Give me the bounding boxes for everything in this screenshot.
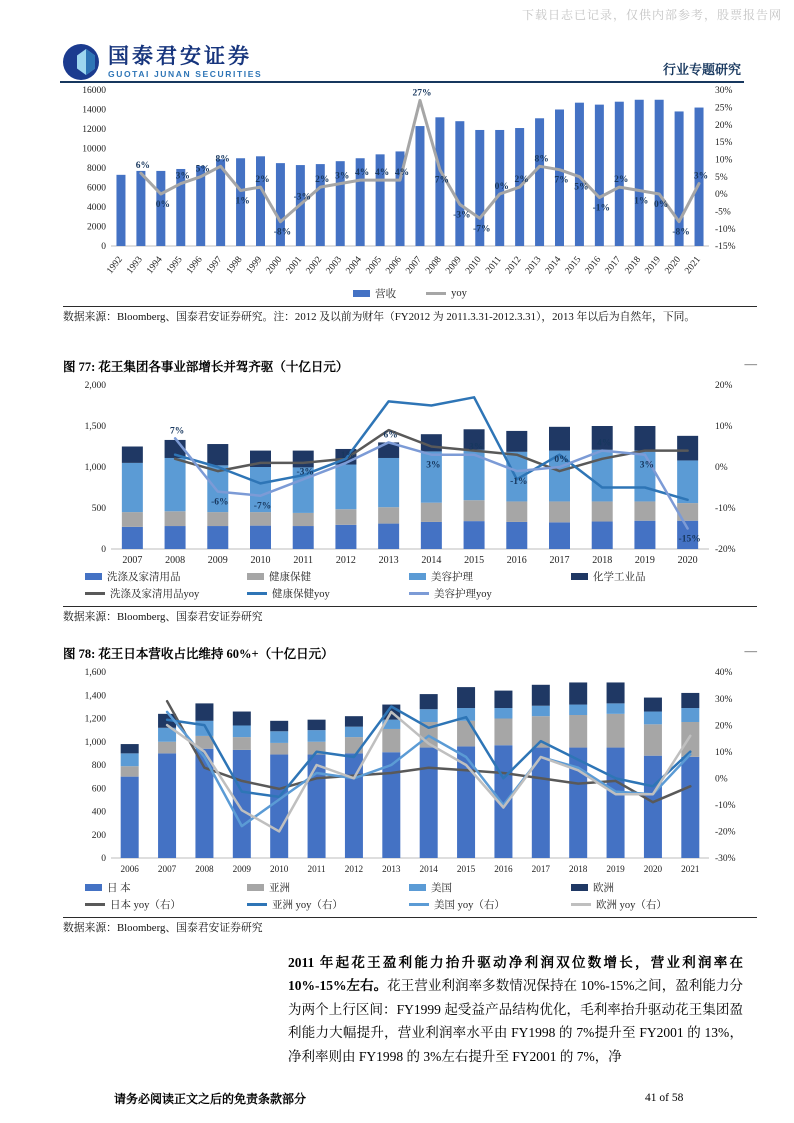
legend-label: 亚洲 yoy（右）	[272, 900, 343, 911]
svg-text:2020: 2020	[677, 555, 698, 566]
figure-78	[63, 644, 757, 937]
svg-text:0%: 0%	[715, 774, 728, 785]
svg-text:200: 200	[91, 830, 106, 841]
svg-text:2014: 2014	[419, 864, 438, 874]
svg-text:4%: 4%	[374, 168, 390, 179]
figure-78-title: 图 78: 花王日本营收占比维持 60%+（十亿日元） —	[63, 644, 757, 661]
line-swatch-icon	[571, 903, 591, 906]
kao-regions-chart	[63, 666, 755, 878]
svg-text:2002: 2002	[304, 254, 325, 277]
svg-text:2019: 2019	[606, 864, 625, 874]
brand-logo	[63, 44, 262, 80]
svg-text:1999: 1999	[244, 254, 265, 277]
bar-swatch-icon	[247, 573, 264, 580]
svg-text:2019: 2019	[634, 555, 655, 566]
svg-text:2%: 2%	[315, 175, 330, 186]
footer-page-number: 41 of 58	[645, 1092, 684, 1104]
svg-text:20%: 20%	[715, 120, 733, 131]
svg-text:2006: 2006	[384, 254, 404, 277]
svg-text:1997: 1997	[204, 254, 225, 277]
svg-text:-10%: -10%	[715, 801, 736, 812]
svg-text:-3%: -3%	[453, 210, 471, 221]
svg-text:8000: 8000	[87, 164, 106, 175]
svg-text:2%: 2%	[614, 175, 629, 186]
svg-text:10%: 10%	[715, 422, 733, 433]
svg-text:2%: 2%	[514, 175, 529, 186]
brand-name-en: GUOTAI JUNAN SECURITIES	[108, 68, 263, 79]
svg-text:4%: 4%	[355, 168, 370, 179]
svg-text:0%: 0%	[654, 200, 669, 210]
svg-text:2%: 2%	[255, 175, 270, 186]
svg-text:5%: 5%	[715, 172, 728, 183]
svg-text:2000: 2000	[264, 254, 285, 277]
legend-label: 美容护理	[431, 572, 473, 583]
svg-text:0%: 0%	[715, 463, 728, 474]
line-swatch-icon	[409, 903, 429, 906]
svg-text:0: 0	[101, 854, 106, 865]
figure-revenue-chart	[63, 84, 757, 326]
svg-text:2021: 2021	[683, 254, 703, 277]
svg-text:-3%: -3%	[293, 192, 312, 203]
figure-77	[63, 357, 757, 626]
svg-text:-3%: -3%	[296, 467, 314, 478]
bar-swatch-icon	[571, 573, 588, 580]
legend-label: 欧洲 yoy（右）	[596, 900, 667, 911]
svg-text:2015: 2015	[464, 555, 485, 566]
svg-text:3%: 3%	[426, 460, 441, 471]
legend-label: 营收	[375, 289, 397, 300]
svg-text:1,600: 1,600	[84, 668, 106, 679]
svg-text:1,000: 1,000	[84, 737, 106, 748]
svg-text:2020: 2020	[643, 864, 663, 874]
legend-item	[247, 569, 409, 584]
kao-segments-chart	[63, 379, 755, 567]
svg-text:3%: 3%	[693, 171, 709, 182]
svg-text:1%: 1%	[340, 450, 356, 461]
svg-text:2011: 2011	[484, 254, 504, 276]
svg-text:-10%: -10%	[715, 504, 736, 515]
svg-text:6000: 6000	[87, 183, 106, 194]
svg-text:3%: 3%	[639, 460, 655, 471]
legend-row	[338, 286, 482, 301]
svg-text:3%: 3%	[468, 442, 484, 453]
svg-text:6%: 6%	[383, 430, 398, 441]
svg-text:2004: 2004	[344, 254, 365, 277]
line-swatch-icon	[85, 903, 105, 906]
legend-label: 日本 yoy（右）	[110, 900, 181, 911]
svg-text:2010: 2010	[464, 254, 484, 277]
svg-text:-7%: -7%	[253, 501, 272, 512]
watermark-text: 下载日志已记录，仅供内部参考，股票报告网	[521, 8, 782, 22]
svg-text:600: 600	[91, 784, 106, 795]
legend-item	[247, 897, 409, 912]
svg-text:3%: 3%	[175, 171, 190, 182]
svg-text:-10%: -10%	[715, 224, 736, 235]
svg-text:30%: 30%	[715, 694, 733, 705]
svg-text:0%: 0%	[554, 455, 569, 465]
svg-text:2021: 2021	[681, 864, 700, 874]
svg-text:5%: 5%	[574, 182, 589, 193]
svg-text:10000: 10000	[82, 144, 106, 155]
svg-text:-1%: -1%	[592, 203, 611, 214]
legend-item	[409, 586, 571, 601]
svg-text:7%: 7%	[554, 175, 569, 186]
line-swatch-icon	[247, 903, 267, 906]
svg-text:2010: 2010	[270, 864, 289, 874]
svg-text:27%: 27%	[412, 88, 432, 99]
svg-text:2019: 2019	[643, 254, 664, 277]
legend-item	[571, 569, 733, 584]
svg-text:2007: 2007	[404, 254, 424, 277]
bar-swatch-icon	[85, 884, 102, 891]
report-type-label: 行业专题研究	[662, 62, 741, 77]
svg-text:500: 500	[91, 504, 106, 515]
svg-text:2015: 2015	[563, 254, 584, 277]
svg-text:2016: 2016	[506, 555, 527, 566]
svg-text:10%: 10%	[715, 155, 733, 166]
svg-text:2008: 2008	[424, 254, 444, 277]
svg-text:1998: 1998	[224, 254, 245, 277]
svg-text:1996: 1996	[185, 254, 205, 277]
header-divider	[60, 81, 744, 83]
svg-text:2016: 2016	[583, 254, 604, 277]
svg-text:0: 0	[101, 242, 106, 253]
svg-text:1992: 1992	[105, 254, 125, 277]
svg-text:12000: 12000	[82, 125, 106, 136]
svg-text:2,000: 2,000	[84, 381, 106, 392]
segments-chart-legend	[63, 569, 757, 601]
svg-text:4%: 4%	[597, 438, 612, 449]
legend-label: 化学工业品	[593, 572, 646, 583]
svg-text:400: 400	[91, 807, 106, 818]
svg-text:-8%: -8%	[672, 227, 690, 238]
svg-text:7%: 7%	[434, 175, 450, 186]
svg-text:1995: 1995	[165, 254, 185, 277]
svg-text:2020: 2020	[663, 254, 684, 277]
legend-item	[409, 569, 571, 584]
bar-swatch-icon	[247, 884, 264, 891]
svg-text:2007: 2007	[157, 864, 177, 874]
svg-text:2013: 2013	[382, 864, 401, 874]
svg-text:6%: 6%	[135, 161, 151, 172]
legend-label: 美容护理yoy	[434, 589, 492, 600]
svg-text:0%: 0%	[494, 182, 509, 192]
revenue-chart-legend	[63, 284, 757, 301]
legend-item	[85, 880, 247, 895]
svg-text:2009: 2009	[207, 555, 228, 566]
svg-text:8%: 8%	[534, 154, 549, 165]
svg-text:2006: 2006	[120, 864, 139, 874]
svg-text:2017: 2017	[531, 864, 550, 874]
brand-name-cn: 国泰君安证券	[108, 43, 252, 68]
line-swatch-icon	[426, 292, 446, 295]
legend-item	[571, 880, 733, 895]
svg-text:40%: 40%	[715, 668, 733, 679]
svg-text:2007: 2007	[122, 555, 143, 566]
svg-text:1994: 1994	[145, 254, 165, 277]
svg-text:3%: 3%	[335, 171, 350, 182]
bar-swatch-icon	[409, 573, 426, 580]
legend-label: 健康保健	[269, 572, 311, 583]
svg-text:30%: 30%	[715, 86, 733, 97]
svg-text:20%: 20%	[715, 381, 733, 392]
figure-78-source-note: 数据来源：Bloomberg、国泰君安证券研究	[63, 917, 757, 937]
svg-text:8%: 8%	[215, 154, 230, 165]
svg-text:2013: 2013	[523, 254, 544, 277]
svg-text:4%: 4%	[394, 168, 410, 179]
svg-text:16000: 16000	[82, 86, 106, 97]
legend-row	[85, 586, 757, 601]
svg-text:800: 800	[91, 761, 106, 772]
legend-label: 美国 yoy（右）	[434, 900, 505, 911]
svg-text:1,500: 1,500	[84, 422, 106, 433]
legend-item	[409, 897, 571, 912]
svg-text:10%: 10%	[715, 747, 733, 758]
svg-text:1993: 1993	[125, 254, 145, 277]
legend-item	[426, 288, 467, 299]
figure-border-mark: —	[744, 357, 757, 371]
svg-text:2012: 2012	[344, 864, 364, 874]
svg-text:1,000: 1,000	[84, 463, 106, 474]
kao-revenue-yoy-chart	[63, 84, 755, 284]
svg-text:-6%: -6%	[211, 497, 229, 508]
svg-text:0%: 0%	[715, 190, 728, 201]
svg-text:2011: 2011	[307, 864, 326, 874]
svg-text:2014: 2014	[543, 254, 564, 277]
svg-text:2001: 2001	[284, 254, 305, 277]
svg-text:1%: 1%	[235, 196, 250, 207]
svg-text:-20%: -20%	[715, 827, 736, 838]
line-swatch-icon	[85, 592, 105, 595]
svg-text:2016: 2016	[494, 864, 513, 874]
brand-logo-icon	[63, 44, 99, 80]
line-swatch-icon	[409, 592, 429, 595]
svg-text:2018: 2018	[569, 864, 588, 874]
legend-label: 洗涤及家清用品	[107, 572, 181, 583]
legend-label: 日 本	[107, 883, 131, 894]
bar-swatch-icon	[85, 573, 102, 580]
svg-text:0: 0	[101, 545, 106, 556]
svg-text:-1%: -1%	[510, 477, 528, 488]
svg-text:2017: 2017	[549, 555, 570, 566]
bar-swatch-icon	[571, 884, 588, 891]
svg-text:2013: 2013	[378, 555, 399, 566]
svg-text:2009: 2009	[444, 254, 464, 277]
legend-label: 美国	[431, 883, 452, 894]
legend-item	[353, 286, 396, 301]
svg-text:2009: 2009	[232, 864, 251, 874]
legend-item	[409, 880, 571, 895]
legend-label: 亚洲	[269, 883, 290, 894]
body-paragraph	[288, 951, 743, 1068]
svg-text:15%: 15%	[715, 138, 733, 149]
svg-text:2017: 2017	[603, 254, 624, 277]
svg-text:5%: 5%	[195, 164, 210, 175]
legend-item	[571, 897, 733, 912]
bar-swatch-icon	[353, 290, 370, 297]
svg-text:2008: 2008	[195, 864, 214, 874]
svg-text:2000: 2000	[87, 222, 106, 233]
bar-swatch-icon	[409, 884, 426, 891]
line-swatch-icon	[247, 592, 267, 595]
svg-text:-7%: -7%	[473, 224, 491, 235]
footer-disclaimer: 请务必阅读正文之后的免责条款部分	[114, 1092, 307, 1106]
legend-label: 洗涤及家清用品yoy	[110, 589, 200, 600]
svg-text:2011: 2011	[293, 555, 314, 566]
svg-text:1,200: 1,200	[84, 714, 106, 725]
legend-item	[85, 586, 247, 601]
legend-row	[85, 897, 757, 912]
svg-text:2010: 2010	[250, 555, 271, 566]
svg-text:-15%: -15%	[678, 534, 701, 545]
legend-item	[85, 569, 247, 584]
svg-text:1,400: 1,400	[84, 691, 106, 702]
svg-text:2015: 2015	[456, 864, 476, 874]
legend-label: yoy	[451, 288, 467, 299]
paragraph-body-text: 花王营业利润率多数情况保持在 10%-15%之间，盈利能力分为两个上行区间：FY1999 起受益产品结构优化，毛利率抬升驱动花王集团盈利能力大幅提升，营业利润率水平由 FY1998 的 7%提升至 FY2001 的 13%，净利率则由 FY1998 的 3%左右提升至 FY2001 的 7%，净	[288, 978, 743, 1064]
svg-text:0%: 0%	[155, 200, 170, 210]
svg-text:25%: 25%	[715, 103, 733, 114]
figure-border-mark: —	[744, 644, 757, 658]
svg-text:2008: 2008	[165, 555, 186, 566]
svg-text:14000: 14000	[82, 105, 106, 116]
legend-label: 健康保健yoy	[272, 589, 330, 600]
svg-text:4000: 4000	[87, 203, 106, 214]
legend-row	[85, 569, 757, 584]
legend-item	[247, 586, 409, 601]
legend-row	[85, 880, 757, 895]
svg-text:2012: 2012	[503, 254, 524, 277]
svg-text:2003: 2003	[324, 254, 345, 277]
regions-chart-legend	[63, 880, 757, 912]
legend-item	[247, 880, 409, 895]
svg-text:-5%: -5%	[715, 207, 731, 218]
svg-text:20%: 20%	[715, 721, 733, 732]
svg-text:2012: 2012	[335, 555, 356, 566]
svg-text:1%: 1%	[634, 196, 649, 207]
svg-text:2005: 2005	[364, 254, 385, 277]
svg-text:2018: 2018	[623, 254, 644, 277]
svg-text:2018: 2018	[592, 555, 613, 566]
paragraph-lead-bold: 2011 年起花王盈利能力抬升驱动净利润双位数增长，营业利润率在 10%-15%左右。	[288, 955, 743, 994]
svg-text:2014: 2014	[421, 555, 442, 566]
svg-text:7%: 7%	[169, 426, 185, 437]
page-header	[63, 36, 741, 80]
figure-77-source-note: 数据来源：Bloomberg、国泰君安证券研究	[63, 606, 757, 626]
legend-item	[85, 897, 247, 912]
revenue-chart-source-note: 数据来源：Bloomberg、国泰君安证券研究。注：2012 及以前为财年（FY2012 为 2011.3.31-2012.3.31），2013 年以后为自然年，下同。	[63, 306, 757, 326]
svg-text:-20%: -20%	[715, 545, 736, 556]
svg-text:-30%: -30%	[715, 854, 736, 865]
svg-text:-15%: -15%	[715, 242, 736, 253]
legend-label: 欧洲	[593, 883, 614, 894]
svg-text:-8%: -8%	[273, 227, 292, 238]
figure-77-title: 图 77: 花王集团各事业部增长并驾齐驱（十亿日元） —	[63, 357, 757, 374]
